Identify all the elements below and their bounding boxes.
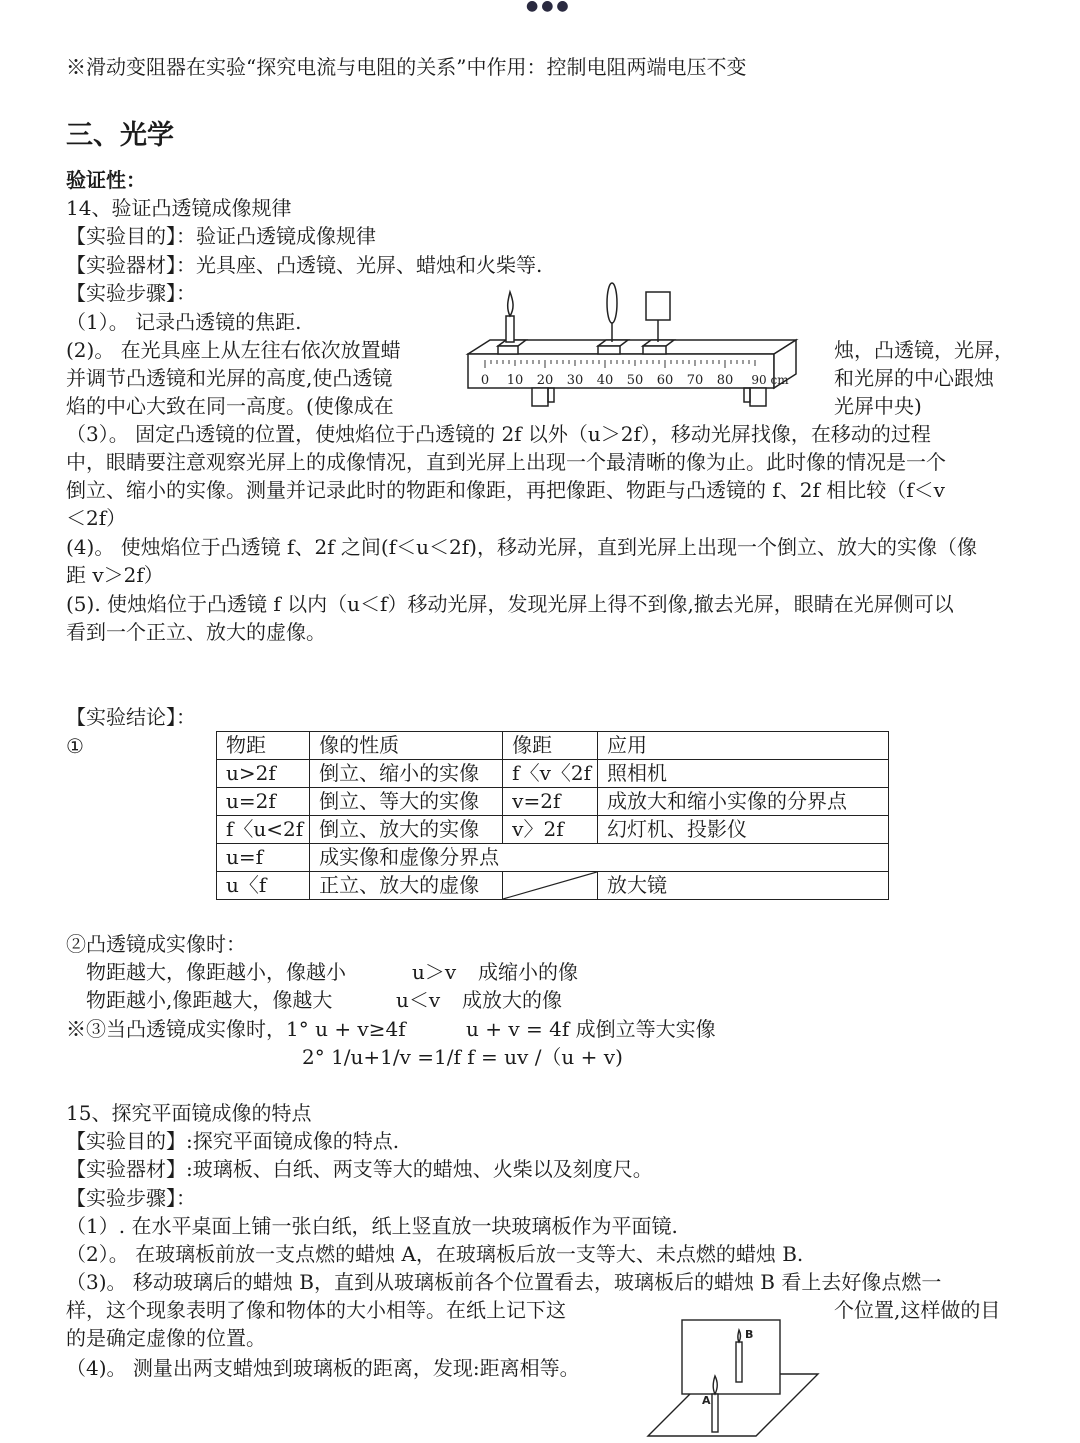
ruler-tick-50: 50 [626, 373, 644, 388]
ruler-tick-80: 80 [716, 373, 734, 388]
table-cell: f〈u<2f [217, 816, 310, 844]
exp15-step3-line2-right: 个位置,这样做的目 [834, 1298, 1001, 1322]
table-cell: u=2f [217, 788, 310, 816]
exp15-step3-line1: （3)。 移动玻璃后的蜡烛 B，直到从玻璃板前各个位置看去，玻璃板后的蜡烛 B 看上去好像点燃一 [66, 1270, 942, 1294]
table-cell: u=f [217, 844, 310, 872]
table-header: 像距 [503, 732, 598, 760]
conclusion-2-line2-result: 成放大的像 [462, 988, 562, 1012]
exp14-step1: （1）。 记录凸透镜的焦距. [66, 310, 302, 334]
exp14-steps-label: 【实验步骤】： [66, 281, 196, 305]
exp15-steps-label: 【实验步骤】： [66, 1186, 196, 1210]
exp14-step2-right-2: 和光屏的中心跟烛 [834, 366, 994, 390]
table-cell: 倒立、缩小的实像 [310, 760, 503, 788]
exp15-step4: （4)。 测量出两支蜡烛到玻璃板的距离，发现:距离相等。 [66, 1356, 580, 1380]
plane-mirror-diagram [640, 1318, 820, 1440]
table-cell-diagonal [503, 872, 598, 900]
more-dots-icon[interactable]: ●●● [526, 0, 572, 14]
exp14-purpose: 【实验目的】：验证凸透镜成像规律 [66, 224, 376, 248]
top-note: ※滑动变阻器在实验“探究电流与电阻的关系”中作用：控制电阻两端电压不变 [66, 55, 747, 79]
table-cell: 倒立、等大的实像 [310, 788, 503, 816]
table-cell: v=2f [503, 788, 598, 816]
exp14-step4-1: (4)。 使烛焰位于凸透镜 f、2f 之间(f＜u＜2f)，移动光屏，直到光屏上出现一个倒立、放大的实像（像 [66, 535, 977, 559]
table-header: 像的性质 [310, 732, 503, 760]
section-title: 三、光学 [66, 120, 174, 151]
exp14-step2-left-2: 并调节凸透镜和光屏的高度,使凸透镜 [66, 366, 393, 390]
lens-rules-table [216, 731, 889, 900]
ruler-tick-10: 10 [506, 373, 524, 388]
table-header-row [217, 732, 889, 760]
exp14-step5-1: (5). 使烛焰位于凸透镜 f 以内（u＜f）移动光屏，发现光屏上得不到像,撤去光屏，眼睛在光屏侧可以 [66, 592, 954, 616]
exp14-step2-left-1: (2)。 在光具座上从左往右依次放置蜡 [66, 338, 401, 362]
conclusion-3-line1: ※③当凸透镜成实像时，1° u + v≥4f [66, 1017, 406, 1041]
diagonal-slash-icon [503, 872, 597, 899]
ruler-tick-30: 30 [566, 373, 584, 388]
exp14-step3-4: ＜2f） [66, 506, 127, 530]
exp14-step3-2: 中，眼睛要注意观察光屏上的成像情况，直到光屏上出现一个最清晰的像为止。此时像的情况是一个 [66, 450, 946, 474]
exp15-equipment: 【实验器材】:玻璃板、白纸、两支等大的蜡烛、火柴以及刻度尺。 [66, 1157, 653, 1181]
optical-bench-diagram [460, 280, 800, 415]
subsection-title: 验证性： [66, 168, 146, 192]
exp15-step2: （2）。 在玻璃板前放一支点燃的蜡烛 A，在玻璃板后放一支等大、未点燃的蜡烛 B. [66, 1242, 804, 1266]
table-cell: v〉2f [503, 816, 598, 844]
exp14-step2-right-3: 光屏中央) [834, 394, 922, 418]
table-header: 物距 [217, 732, 310, 760]
conclusion-2-title: ②凸透镜成实像时： [66, 932, 246, 956]
table-cell: 倒立、放大的实像 [310, 816, 503, 844]
exp14-step3-3: 倒立、缩小的实像。测量并记录此时的物距和像距，再把像距、物距与凸透镜的 f、2f 相比较（f＜v [66, 478, 945, 502]
table-cell: 照相机 [598, 760, 889, 788]
table-cell: 幻灯机、投影仪 [598, 816, 889, 844]
exp15-title: 15、探究平面镜成像的特点 [66, 1101, 312, 1125]
exp14-equipment: 【实验器材】：光具座、凸透镜、光屏、蜡烛和火柴等. [66, 253, 543, 277]
table-row [217, 816, 889, 844]
conclusion-2-line1-text: 物距越大，像距越小，像越小 [86, 960, 346, 984]
exp14-step4-2: 距 v＞2f） [66, 563, 164, 587]
exp14-conclusion-label: 【实验结论】： [66, 705, 196, 729]
ruler-tick-60: 60 [656, 373, 674, 388]
table-row [217, 760, 889, 788]
conclusion-2-line2-relation: u＜v [396, 988, 441, 1012]
ruler-tick-40: 40 [596, 373, 614, 388]
conclusion-2-line1-relation: u＞v [412, 960, 457, 984]
table-cell: u〈f [217, 872, 310, 900]
exp15-step3-line2-left: 样，这个现象表明了像和物体的大小相等。在纸上记下这 [66, 1298, 566, 1322]
ruler-tick-70: 70 [686, 373, 704, 388]
candle-a-label: A [702, 1394, 711, 1407]
conclusion-circle-1: ① [66, 734, 84, 758]
table-cell: 正立、放大的虚像 [310, 872, 503, 900]
exp14-step2-left-3: 焰的中心大致在同一高度。(使像成在 [66, 394, 394, 418]
exp14-step3-1: （3）。 固定凸透镜的位置，使烛焰位于凸透镜的 2f 以外（u＞2f），移动光屏找像，在移动的过程 [66, 422, 931, 446]
table-row [217, 844, 889, 872]
ruler-tick-0: 0 [480, 373, 490, 388]
ruler-tick-90: 90 cm [751, 373, 789, 387]
conclusion-3-line2: 2° 1/u+1/v =1/f f = uv /（u + v) [302, 1045, 623, 1069]
exp15-step1: （1）. 在水平桌面上铺一张白纸，纸上竖直放一块玻璃板作为平面镜. [66, 1214, 678, 1238]
exp15-purpose: 【实验目的】:探究平面镜成像的特点. [66, 1129, 400, 1153]
table-cell: f〈v〈2f [503, 760, 598, 788]
table-cell: 成放大和缩小实像的分界点 [598, 788, 889, 816]
table-cell: u>2f [217, 760, 310, 788]
conclusion-3-line1-right: u + v = 4f 成倒立等大实像 [466, 1017, 716, 1041]
exp14-title: 14、验证凸透镜成像规律 [66, 196, 292, 220]
exp15-step3-line3: 的是确定虚像的位置。 [66, 1326, 266, 1350]
table-cell: 放大镜 [598, 872, 889, 900]
exp14-step5-2: 看到一个正立、放大的虚像。 [66, 620, 326, 644]
ruler-tick-20: 20 [536, 373, 554, 388]
table-header: 应用 [598, 732, 889, 760]
candle-b-label: B [745, 1328, 754, 1341]
table-cell: 成实像和虚像分界点 [310, 844, 889, 872]
conclusion-2-line1-result: 成缩小的像 [478, 960, 578, 984]
table-row [217, 872, 889, 900]
table-row [217, 788, 889, 816]
conclusion-2-line2-text: 物距越小,像距越大，像越大 [86, 988, 333, 1012]
exp14-step2-right-1: 烛，凸透镜，光屏， [834, 338, 1014, 362]
